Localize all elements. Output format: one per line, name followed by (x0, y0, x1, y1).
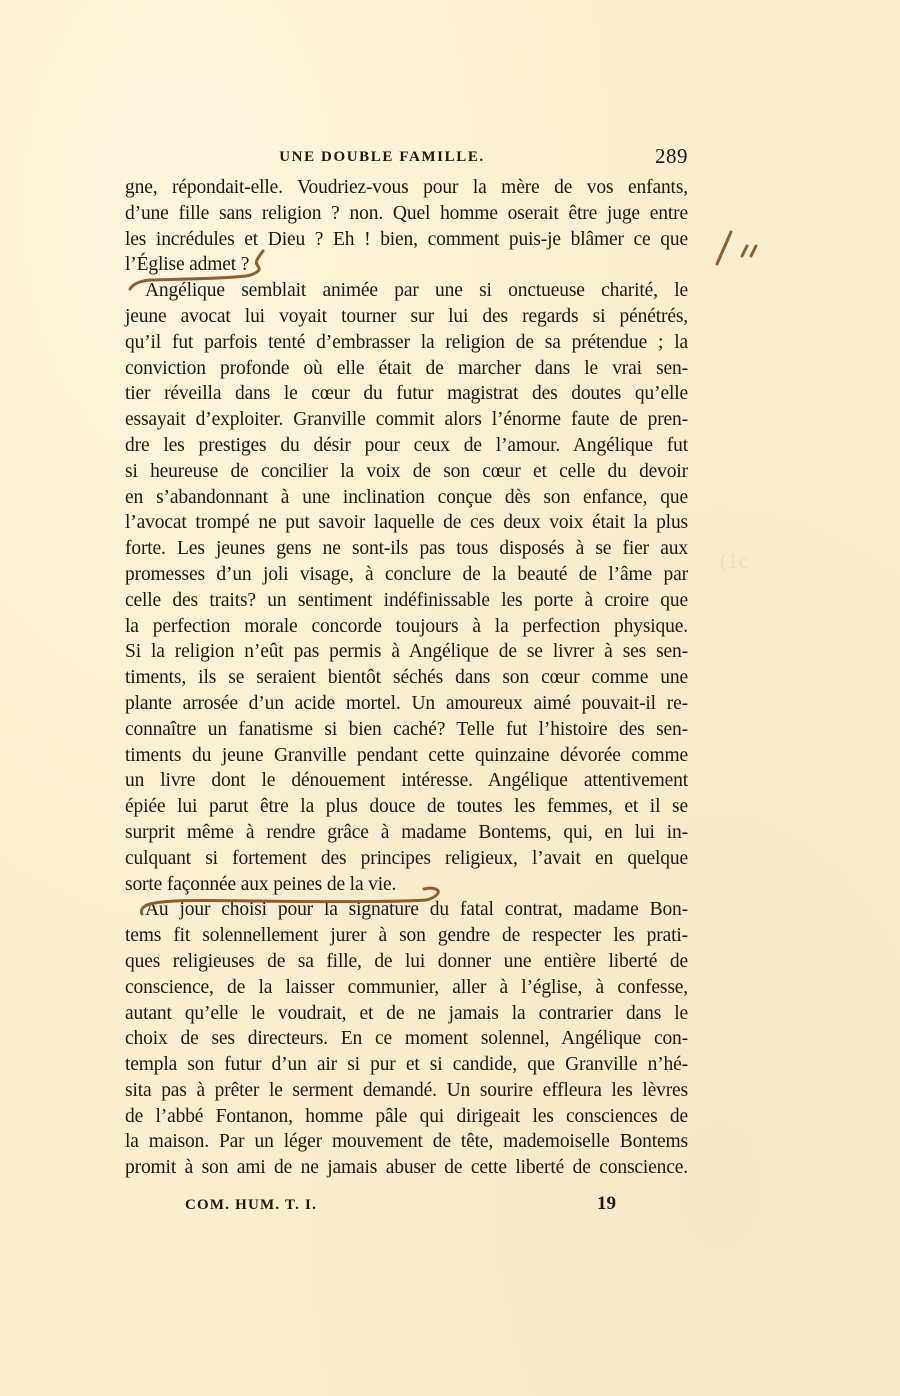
text-line: un livre dont le dénouement intéresse. Angélique attentivement (125, 770, 688, 792)
paragraph-start-line: Angélique semblait animée par une si onctueuse charité, le (145, 280, 688, 302)
text-line: tier réveilla dans le cœur du futur magistrat des doutes qu’elle (125, 383, 688, 405)
text-line: timents du jeune Granville pendant cette quinzaine dévorée comme (125, 744, 688, 766)
text-line: choix de ses directeurs. En ce moment solennel, Angélique con- (125, 1028, 688, 1050)
text-line: d’une fille sans religion ? non. Quel homme oserait être juge entre (125, 202, 688, 224)
text-line: celle des traits? un sentiment indéfinissable les porte à croire que (125, 589, 688, 611)
footer (125, 1193, 688, 1217)
text-line: plante arrosée d’un acide mortel. Un amoureux aimé pouvait-il re- (125, 692, 688, 714)
text-line: essayait d’exploiter. Granville commit alors l’énorme faute de pren- (125, 409, 688, 431)
text-line: culquant si fortement des principes religieux, l’avait en quelque (125, 847, 688, 869)
text-line: les incrédules et Dieu ? Eh ! bien, comment puis-je blâmer ce que (125, 228, 688, 250)
body-text (125, 175, 688, 1181)
text-line: l’avocat trompé ne put savoir laquelle de ces deux voix était la plus (125, 512, 688, 534)
paragraph-start-line: Au jour choisi pour la signature du fatal contrat, madame Bon- (145, 899, 688, 921)
signature-mark: COM. HUM. T. I. (185, 1197, 318, 1213)
text-line: tems fit solennellement jurer à son gendre de respecter les prati- (125, 925, 688, 947)
text-line: la perfection morale concorde toujours à la perfection physique. (125, 615, 688, 637)
text-line: promesses d’un joli visage, à conclure de la beauté de l’âme par (125, 563, 688, 585)
text-line: conviction profonde où elle était de marcher dans le vrai sen- (125, 357, 688, 379)
margin-note-icon (712, 228, 772, 268)
text-line: dre les prestiges du désir pour ceux de l’amour. Angélique fut (125, 434, 688, 456)
sheet-number: 19 (597, 1193, 616, 1214)
text-line: de l’abbé Fontanon, homme pâle qui dirigeait les consciences de (125, 1105, 688, 1127)
text-line: Si la religion n’eût pas permis à Angélique de se livrer à ses sen- (125, 641, 688, 663)
text-line: la maison. Par un léger mouvement de tête, mademoiselle Bontems (125, 1131, 688, 1153)
running-head (125, 145, 688, 169)
page-number: 289 (655, 144, 688, 168)
text-line: en s’abandonnant à une inclination conçue dès son enfance, que (125, 486, 688, 508)
text-line: promit à son ami de ne jamais abuser de cette liberté de conscience. (125, 1157, 688, 1179)
bleed-through-text: (1c (720, 548, 749, 573)
text-line: timents, ils se seraient bientôt séchés dans son cœur comme une (125, 667, 688, 689)
text-line: si heureuse de concilier la voix de son cœur et celle du devoir (125, 460, 688, 482)
text-line: surprit même à rendre grâce à madame Bontems, qui, en lui in- (125, 821, 688, 843)
text-line: épiée lui parut être la plus douce de toutes les femmes, et il se (125, 796, 688, 818)
text-line: conscience, de la laisser communier, aller à l’église, à confesse, (125, 976, 688, 998)
text-line: ques religieuses de sa fille, de lui donner une entière liberté de (125, 950, 688, 972)
text-line: jeune avocat lui voyait tourner sur lui des regards si pénétrés, (125, 305, 688, 327)
text-line: l’Église admet ? (125, 254, 250, 276)
text-line: connaître un fanatisme si bien caché? Telle fut l’histoire des sen- (125, 718, 688, 740)
text-line: gne, répondait-elle. Voudriez-vous pour la mère de vos enfants, (125, 177, 688, 198)
text-line: templa son futur d’un air si pur et si candide, que Granville n’hé- (125, 1054, 688, 1076)
running-title: UNE DOUBLE FAMILLE. (279, 149, 485, 165)
text-line: autant qu’elle le voudrait, et de ne jamais la contrarier dans le (125, 1002, 688, 1024)
text-line: qu’il fut parfois tenté d’embrasser la religion de sa prétendue ; la (125, 331, 688, 353)
text-line: forte. Les jeunes gens ne sont-ils pas tous disposés à se fier aux (125, 538, 688, 560)
text-line: sorte façonnée aux peines de la vie. (125, 873, 397, 895)
text-line: sita pas à prêter le serment demandé. Un sourire effleura les lèvres (125, 1079, 688, 1101)
